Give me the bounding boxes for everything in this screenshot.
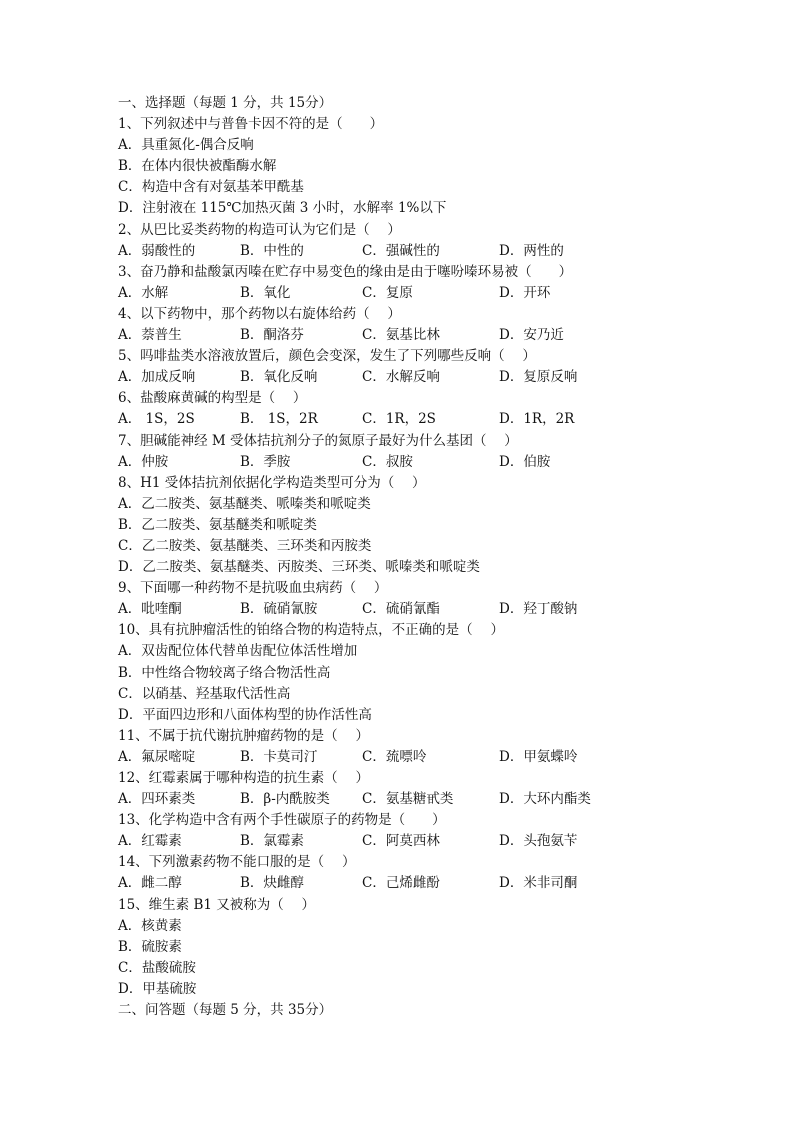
option-a: A．四环素类: [118, 791, 196, 808]
option-d: D．甲基硫胺: [118, 980, 197, 997]
question-14: [118, 852, 758, 894]
option-c: C．以硝基、羟基取代活性高: [118, 685, 291, 702]
option-b: B．氧化: [240, 284, 291, 301]
option-b: B．在体内很快被酯酶水解: [118, 158, 277, 175]
option-a: A． 1S，2S: [118, 411, 195, 428]
option-row: [118, 409, 758, 430]
question-stem: 14、下列激素药物不能口服的是（ ）: [118, 854, 356, 871]
option-row: [118, 599, 758, 620]
question-stem: 4、以下药物中，那个药物以右旋体给药（ ）: [118, 305, 401, 322]
option-b: B．硫硝氰胺: [240, 601, 318, 618]
option-a: A．核黄素: [118, 917, 182, 934]
question-10: [118, 620, 758, 725]
option-d: D．平面四边形和八面体构型的协作活性高: [118, 706, 372, 723]
question-stem: 6、盐酸麻黄碱的构型是（ ）: [118, 390, 307, 407]
option-a: A．双齿配位体代替单齿配位体活性增加: [118, 643, 358, 660]
option-b: B．卡莫司汀: [240, 748, 318, 765]
option-b: B．炔雌醇: [240, 875, 304, 892]
option-a: A．乙二胺类、氨基醚类、哌嗪类和哌啶类: [118, 495, 371, 512]
option-c: C．强碱性的: [362, 242, 440, 259]
question-9: [118, 578, 758, 620]
option-row: [118, 873, 758, 894]
question-12: [118, 768, 758, 810]
question-stem: 1、下列叙述中与普鲁卡因不符的是（ ）: [118, 116, 384, 133]
question-stem: 12、红霉素属于哪种构造的抗生素（ ）: [118, 770, 369, 786]
option-b: B．硫胺素: [118, 938, 182, 955]
question-11: [118, 726, 758, 768]
question-stem: 7、胆碱能神经 M 受体拮抗剂分子的氮原子最好为什么基团（ ）: [118, 432, 518, 449]
question-8: [118, 473, 758, 578]
question-stem: 8、H1 受体拮抗剂依据化学构造类型可分为（ ）: [118, 474, 426, 491]
question-stem: 9、下面哪一种药物不是抗吸血虫病药（ ）: [118, 580, 388, 597]
option-a: A．弱酸性的: [118, 242, 196, 259]
option-b: B．氧化反响: [240, 369, 318, 386]
option-c: C．复原: [362, 284, 413, 301]
option-row: [118, 283, 758, 304]
option-b: B．乙二胺类、氨基醚类和哌啶类: [118, 516, 317, 533]
question-stem: 15、维生素 B1 又被称为（ ）: [118, 896, 316, 913]
question-stem: 10、具有抗肿瘤活性的铂络合物的构造特点，不正确的是（ ）: [118, 622, 504, 639]
option-b: B．氯霉素: [240, 833, 304, 850]
option-row: [118, 789, 758, 810]
option-b: B．中性络合物较离子络合物活性高: [118, 664, 331, 681]
option-b: B．季胺: [240, 453, 291, 470]
option-b: B． 1S，2R: [240, 411, 318, 428]
question-6: [118, 388, 758, 430]
option-d: D．米非司酮: [499, 875, 578, 892]
exam-document: [118, 93, 758, 1021]
option-a: A．仲胺: [118, 453, 169, 470]
option-d: D．乙二胺类、氨基醚类、丙胺类、三环类、哌嗪类和哌啶类: [118, 559, 480, 576]
question-stem: 13、化学构造中含有两个手性碳原子的药物是（ ）: [118, 812, 446, 829]
question-7: [118, 431, 758, 473]
option-c: C．1R，2S: [362, 411, 436, 428]
option-b: B．β-内酰胺类: [240, 791, 330, 808]
option-c: C．乙二胺类、氨基醚类、三环类和丙胺类: [118, 537, 372, 554]
option-d: D．头孢氨苄: [499, 833, 578, 850]
option-d: D．安乃近: [499, 327, 564, 344]
option-d: D．两性的: [499, 242, 564, 259]
option-c: C．巯嘌呤: [362, 748, 427, 765]
option-row: [118, 367, 758, 388]
option-c: C．盐酸硫胺: [118, 959, 196, 976]
option-row: [118, 831, 758, 852]
option-c: C．构造中含有对氨基苯甲酰基: [118, 179, 304, 196]
option-a: A．氟尿嘧啶: [118, 748, 196, 765]
question-stem: 11、不属于抗代谢抗肿瘤药物的是（ ）: [118, 727, 369, 744]
option-c: C．水解反响: [362, 369, 440, 386]
section-1-title: 一、选择题（每题 1 分，共 15分）: [118, 95, 333, 111]
question-4: [118, 304, 758, 346]
option-c: C．阿莫西林: [362, 833, 440, 850]
question-stem: 2、从巴比妥类药物的构造可认为它们是（ ）: [118, 221, 401, 238]
question-13: [118, 810, 758, 852]
option-d: D．伯胺: [499, 453, 551, 470]
question-2: [118, 220, 758, 262]
question-5: [118, 346, 758, 388]
option-a: A．萘普生: [118, 327, 182, 344]
option-row: [118, 747, 758, 768]
question-15: [118, 895, 758, 1000]
option-row: [118, 241, 758, 262]
option-c: C．己烯雌酚: [362, 875, 440, 892]
option-b: B．酮洛芬: [240, 327, 304, 344]
option-d: D．复原反响: [499, 369, 578, 386]
option-a: A．雌二醇: [118, 875, 182, 892]
option-c: C．硫硝氰酯: [362, 601, 440, 618]
option-c: C．氨基糖甙类: [362, 791, 454, 808]
question-stem: 3、奋乃静和盐酸氯丙嗪在贮存中易变色的缘由是由于噻吩嗪环易被（ ）: [118, 263, 573, 280]
question-3: [118, 262, 758, 304]
option-d: D．1R，2R: [499, 411, 575, 428]
option-d: D．甲氨蝶呤: [499, 748, 578, 765]
question-1: [118, 114, 758, 219]
section-2-title: 二、问答题（每题 5 分，共 35分）: [118, 1002, 333, 1019]
option-d: D．羟丁酸钠: [499, 601, 578, 618]
question-list: [118, 114, 758, 1000]
question-stem: 5、吗啡盐类水溶液放置后，颜色会变深，发生了下列哪些反响（ ）: [118, 348, 536, 365]
option-row: [118, 325, 758, 346]
option-a: A．吡喹酮: [118, 601, 182, 618]
option-a: A．红霉素: [118, 833, 182, 850]
option-a: A．水解: [118, 284, 169, 301]
option-d: D．注射液在 115℃加热灭菌 3 小时，水解率 1%以下: [118, 200, 447, 217]
option-c: C．叔胺: [362, 453, 413, 470]
option-row: [118, 452, 758, 473]
option-c: C．氨基比林: [362, 327, 440, 344]
option-d: D．大环内酯类: [499, 791, 591, 808]
option-a: A．加成反响: [118, 369, 196, 386]
option-d: D．开环: [499, 284, 551, 301]
option-b: B．中性的: [240, 242, 304, 259]
option-a: A．具重氮化-偶合反响: [118, 137, 254, 154]
